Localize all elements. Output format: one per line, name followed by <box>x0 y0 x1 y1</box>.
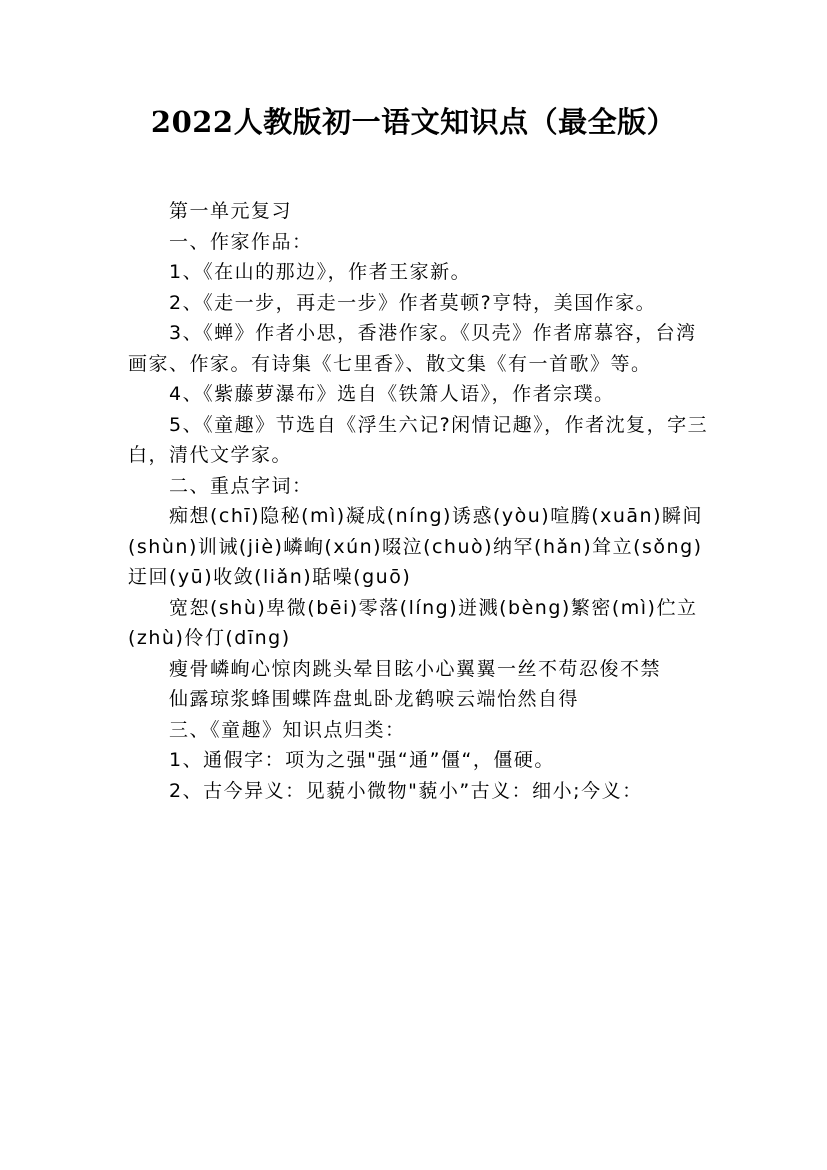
paragraph-idioms-2: 仙露琼浆蜂围蝶阵盘虬卧龙鹤唳云端怡然自得 <box>169 688 580 710</box>
paragraph-pinyin-group-2: 宽恕(shù)卑微(bēi)零落(líng)迸溅(bèng)繁密(mì)伫立(zhù)伶仃(dīng) <box>128 596 698 649</box>
section-heading-tongqu: 三、《童趣》知识点归类： <box>169 718 406 741</box>
section-heading-key-words: 二、重点字词： <box>169 474 313 497</box>
document-title: 2022人教版初一语文知识点（最全版） <box>150 105 677 139</box>
paragraph-item-4: 4、《紫藤萝瀑布》选自《铁箫人语》，作者宗璞。 <box>169 383 615 405</box>
paragraph-gujinyiyi: 2、古今异义：见藐小微物"藐小”古义：细小;今义： <box>169 779 643 802</box>
paragraph-tongjiazi: 1、通假字：项为之强"强“通”僵“，僵硬。 <box>169 749 555 771</box>
paragraph-item-1: 1、《在山的那边》，作者王家新。 <box>169 261 472 283</box>
section-heading-authors-works: 一、作家作品： <box>169 230 313 253</box>
paragraph-item-3: 3、《蝉》作者小思，香港作家。《贝壳》作者席慕容，台湾画家、作家。有诗集《七里香》、散文集《有一首歌》等。 <box>128 322 697 375</box>
section-heading-unit-one: 第一单元复习 <box>169 200 293 222</box>
paragraph-item-2: 2、《走一步，再走一步》作者莫顿?亨特，美国作家。 <box>169 291 657 314</box>
paragraph-idioms-1: 瘦骨嶙峋心惊肉跳头晕目眩小心翼翼一丝不苟忍俊不禁 <box>169 657 662 680</box>
document-body <box>128 196 714 806</box>
paragraph-item-5: 5、《童趣》节选自《浮生六记?闲情记趣》，作者沈复，字三白，清代文学家。 <box>128 413 709 466</box>
paragraph-pinyin-group-1: 痴想(chī)隐秘(mì)凝成(níng)诱惑(yòu)喧腾(xuān)瞬间(shùn)训诫(jiè)嶙峋(xún)啜泣(chuò)纳罕(hǎn)耸立(sǒng)迂回(yū)收敛(liǎn)聒噪(guō) <box>128 505 703 588</box>
